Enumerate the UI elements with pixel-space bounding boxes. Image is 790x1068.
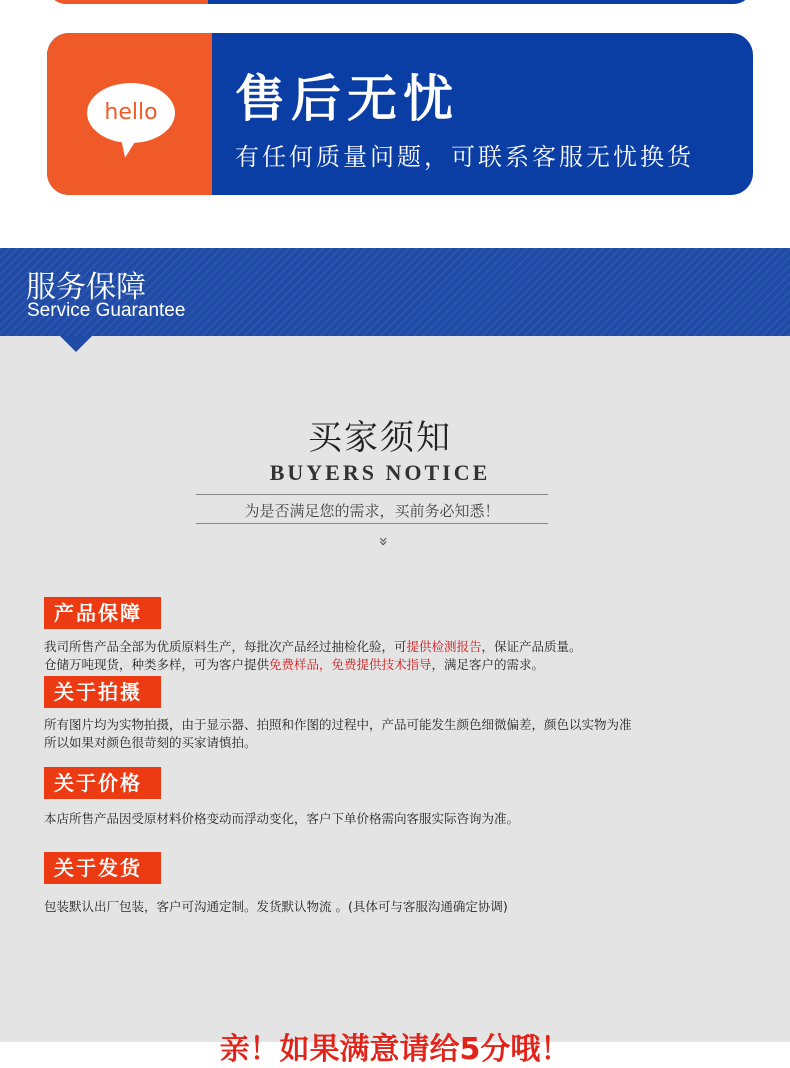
- previous-banner: [48, 0, 752, 4]
- service-subtitle: Service Guarantee: [27, 300, 186, 321]
- double-chevron-down-icon: »: [374, 536, 394, 547]
- after-sales-subtitle: 有任何质量问题，可联系客服无忧换货: [235, 143, 694, 171]
- divider: [196, 523, 548, 524]
- section-text-shipping: [44, 898, 744, 916]
- after-sales-banner: [47, 33, 753, 195]
- section-text-photography: [44, 716, 744, 752]
- text-line: 本店所售产品因受原材料价格变动而浮动变化，客户下单价格需向客服实际咨询为准。: [44, 811, 520, 826]
- section-label-shipping: 关于发货: [44, 852, 161, 884]
- after-sales-title: 售后无忧: [235, 70, 459, 128]
- notice-subtitle: 为是否满足您的需求，买前务必知悉！: [244, 502, 500, 520]
- section-label-price: 关于价格: [44, 767, 161, 799]
- after-sales-icon-block: [47, 33, 212, 195]
- text-line: 所有图片均为实物拍摄，由于显示器、拍照和作图的过程中，产品可能发生颜色细微偏差，颜色以实物为准: [44, 717, 632, 732]
- notice-title: 买家须知: [308, 418, 452, 458]
- text-line: 仓储万吨现货，种类多样，可为客户提供免费样品，免费提供技术指导，满足客户的需求。: [44, 657, 545, 672]
- text-line: 所以如果对颜色很苛刻的买家请慎拍。: [44, 735, 257, 750]
- header-pointer-icon: [60, 336, 92, 352]
- divider: [196, 494, 548, 495]
- service-title: 服务保障: [26, 270, 146, 305]
- text-line: 包装默认出厂包装，客户可沟通定制。发货默认物流 。(具体可与客服沟通确定协调): [44, 899, 508, 914]
- section-label-product-guarantee: 产品保障: [44, 597, 161, 629]
- previous-banner-orange-block: [48, 0, 208, 4]
- text-line: 我司所售产品全部为优质原料生产，每批次产品经过抽检化验，可提供检测报告，保证产品质量。: [44, 639, 582, 654]
- service-guarantee-header: [0, 248, 790, 336]
- section-text-product-guarantee: [44, 638, 744, 674]
- rating-request-text: 亲！如果满意请给5分哦！: [219, 1032, 571, 1067]
- section-label-photography: 关于拍摄: [44, 676, 161, 708]
- bubble-text: hello: [104, 100, 158, 125]
- notice-title-en: BUYERS NOTICE: [269, 460, 491, 485]
- section-text-price: [44, 810, 744, 828]
